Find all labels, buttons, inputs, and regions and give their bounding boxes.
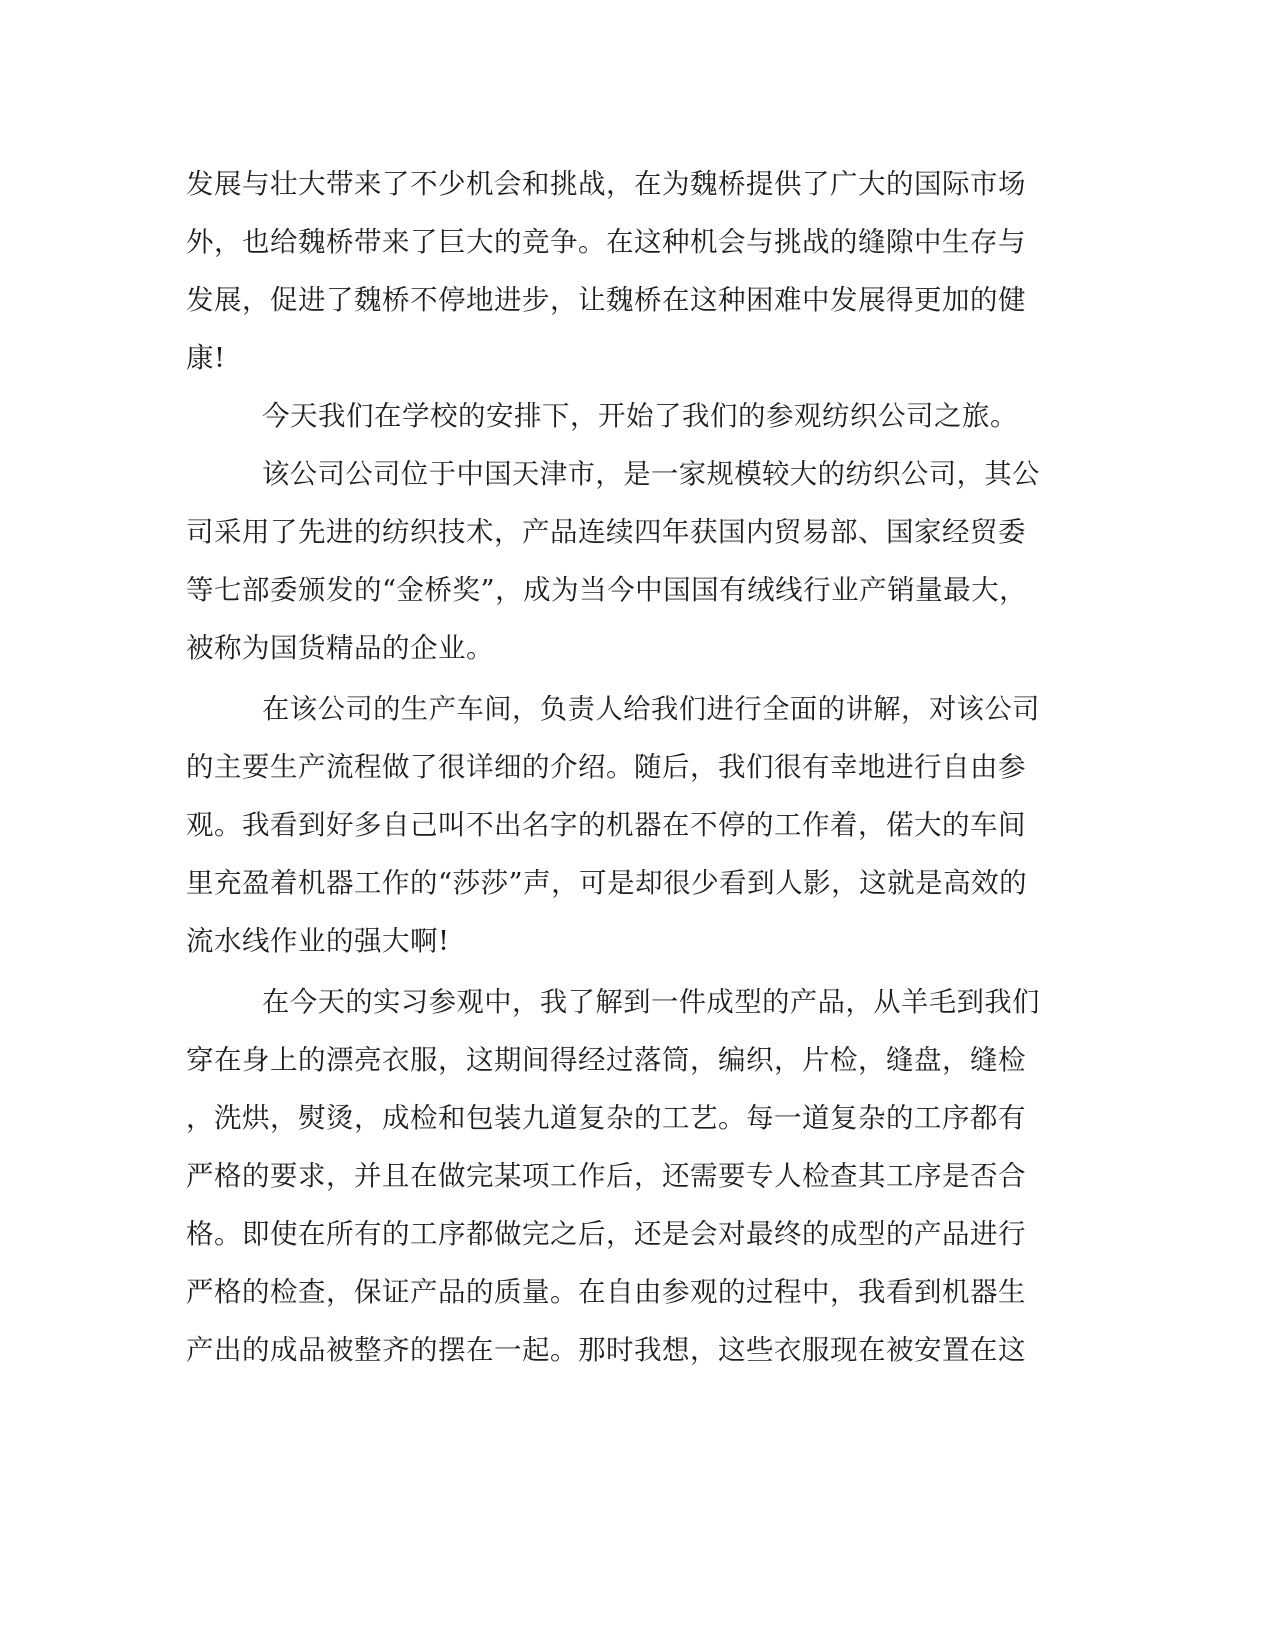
text-line: 发展，促进了魏桥不停地进步，让魏桥在这种困难中发展得更加的健: [186, 284, 1026, 316]
text-line: 的主要生产流程做了很详细的介绍。随后，我们很有幸地进行自由参: [186, 751, 1026, 783]
text-line: 产出的成品被整齐的摆在一起。那时我想，这些衣服现在被安置在这: [186, 1334, 1026, 1366]
text-line: 被称为国货精品的企业。: [186, 632, 494, 664]
text-line: 外，也给魏桥带来了巨大的竞争。在这种机会与挑战的缝隙中生存与: [186, 226, 1026, 258]
text-line: 发展与壮大带来了不少机会和挑战，在为魏桥提供了广大的国际市场: [186, 168, 1026, 200]
text-line: 里充盈着机器工作的“莎莎”声，可是却很少看到人影，这就是高效的: [186, 867, 1028, 899]
text-line: ，洗烘，熨烫，成检和包装九道复杂的工艺。每一道复杂的工序都有: [186, 1102, 1026, 1134]
paragraph-first-line: 该公司公司位于中国天津市，是一家规模较大的纺织公司，其公: [262, 458, 1040, 490]
text-line: 司采用了先进的纺织技术，产品连续四年获国内贸易部、国家经贸委: [186, 516, 1026, 548]
text-line: 流水线作业的强大啊!: [186, 925, 450, 957]
text-line: 严格的要求，并且在做完某项工作后，还需要专人检查其工序是否合: [186, 1160, 1026, 1192]
text-line: 格。即使在所有的工序都做完之后，还是会对最终的成型的产品进行: [186, 1218, 1026, 1250]
text-line: 穿在身上的漂亮衣服，这期间得经过落筒，编织，片检，缝盘，缝检: [186, 1044, 1026, 1076]
text-line: 观。我看到好多自己叫不出名字的机器在不停的工作着，偌大的车间: [186, 809, 1026, 841]
text-line: 严格的检查，保证产品的质量。在自由参观的过程中，我看到机器生: [186, 1276, 1026, 1308]
text-line: 等七部委颁发的“金桥奖”，成为当今中国国有绒线行业产销量最大，: [186, 574, 1028, 606]
text-line: 康!: [186, 342, 226, 374]
paragraph-first-line: 在该公司的生产车间，负责人给我们进行全面的讲解，对该公司: [262, 693, 1040, 725]
paragraph-first-line: 今天我们在学校的安排下，开始了我们的参观纺织公司之旅。: [262, 400, 1018, 432]
paragraph-first-line: 在今天的实习参观中，我了解到一件成型的产品，从羊毛到我们: [262, 986, 1040, 1018]
